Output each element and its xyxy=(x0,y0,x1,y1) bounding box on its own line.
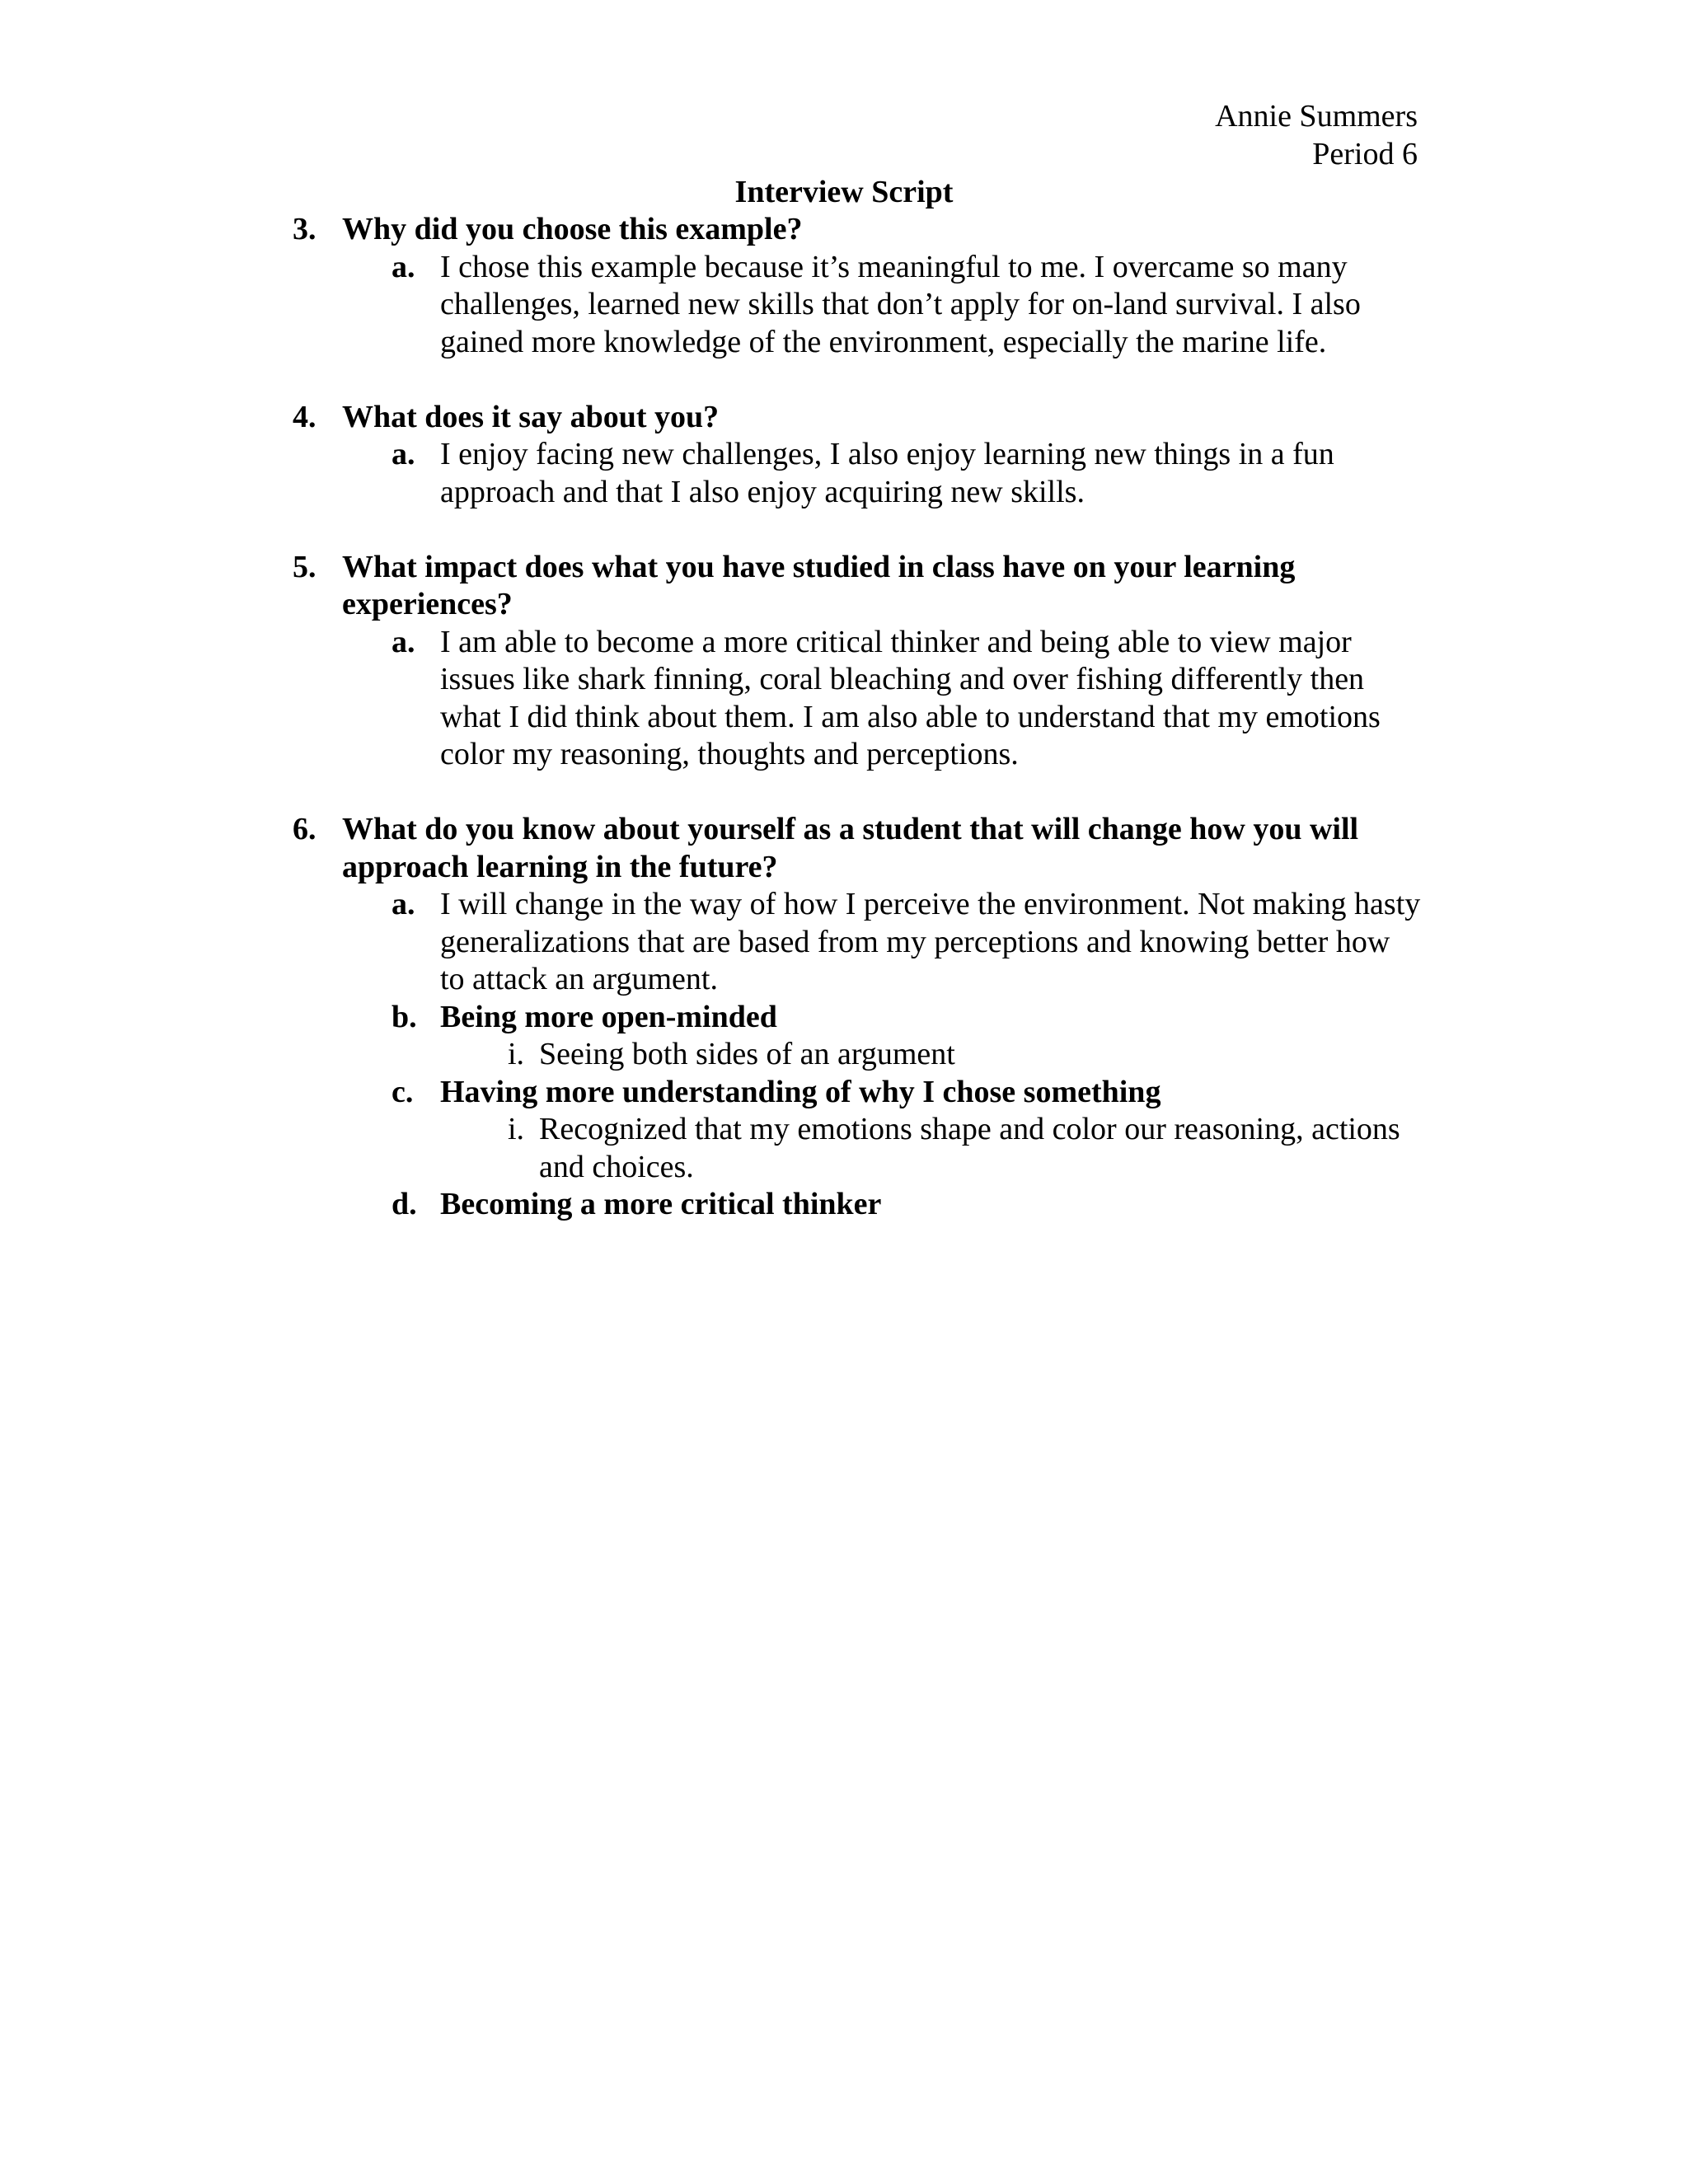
answer-6d xyxy=(392,1186,1422,1224)
question-text: What impact does what you have studied in class have on your learning experiences? xyxy=(342,549,1296,621)
answer-4a xyxy=(392,436,1422,511)
spacer xyxy=(293,511,1422,549)
sub-answer-text: Seeing both sides of an argument xyxy=(539,1037,955,1071)
class-period: Period 6 xyxy=(1312,137,1418,171)
question-text: What does it say about you? xyxy=(342,399,720,434)
answer-label: a. xyxy=(392,887,415,921)
answer-text: Becoming a more critical thinker xyxy=(440,1187,882,1221)
answer-text: Being more open-minded xyxy=(440,999,777,1034)
answer-3a xyxy=(392,249,1422,362)
header-block xyxy=(1215,97,1418,173)
spacer xyxy=(293,774,1422,812)
answer-6a xyxy=(392,886,1422,999)
question-number: 4. xyxy=(293,399,316,434)
question-number: 3. xyxy=(293,212,316,246)
answer-6c xyxy=(392,1074,1422,1112)
question-text: What do you know about yourself as a student that will change how you will approach learning in the future? xyxy=(342,812,1359,884)
answer-text: I chose this example because it’s meaningful to me. I overcame so many challenges, learned new skills that don’t apply for on-land survival. I also gained more knowledge of the environment, especially the marine life. xyxy=(440,249,1361,359)
author-name: Annie Summers xyxy=(1215,99,1418,134)
answer-label: a. xyxy=(392,624,415,659)
sub-answer-text: Recognized that my emotions shape and color our reasoning, actions and choices. xyxy=(539,1112,1400,1184)
answer-label: a. xyxy=(392,437,415,471)
answer-label: b. xyxy=(392,999,417,1034)
answer-label: d. xyxy=(392,1187,417,1221)
answer-6c-i xyxy=(490,1111,1422,1186)
answer-6b-i xyxy=(490,1036,1422,1074)
question-number: 5. xyxy=(293,549,316,584)
question-5 xyxy=(293,549,1422,624)
answer-text: I will change in the way of how I perceive the environment. Not making hasty generalizations that are based from my perceptions and knowing better how to attack an argument. xyxy=(440,887,1421,996)
answer-text: Having more understanding of why I chose something xyxy=(440,1074,1161,1109)
answer-label: a. xyxy=(392,249,415,284)
question-4 xyxy=(293,399,1422,437)
answer-label: c. xyxy=(392,1074,414,1109)
document-title: Interview Script xyxy=(734,175,954,209)
question-number: 6. xyxy=(293,812,316,846)
question-3 xyxy=(293,211,1422,249)
answer-text: I enjoy facing new challenges, I also enjoy learning new things in a fun approach and that I also enjoy acquiring new skills. xyxy=(440,437,1334,509)
question-6 xyxy=(293,811,1422,886)
answer-5a xyxy=(392,624,1422,774)
question-text: Why did you choose this example? xyxy=(342,212,803,246)
question-list xyxy=(293,211,1422,1224)
answer-6b xyxy=(392,999,1422,1037)
spacer xyxy=(293,361,1422,399)
sub-answer-label: i. xyxy=(507,1112,524,1146)
answer-text: I am able to become a more critical thinker and being able to view major issues like shark finning, coral bleaching and over fishing differently then what I did think about them. I am also able to understand that my emotions color my reasoning, thoughts and perceptions. xyxy=(440,624,1381,771)
sub-answer-label: i. xyxy=(507,1037,524,1071)
